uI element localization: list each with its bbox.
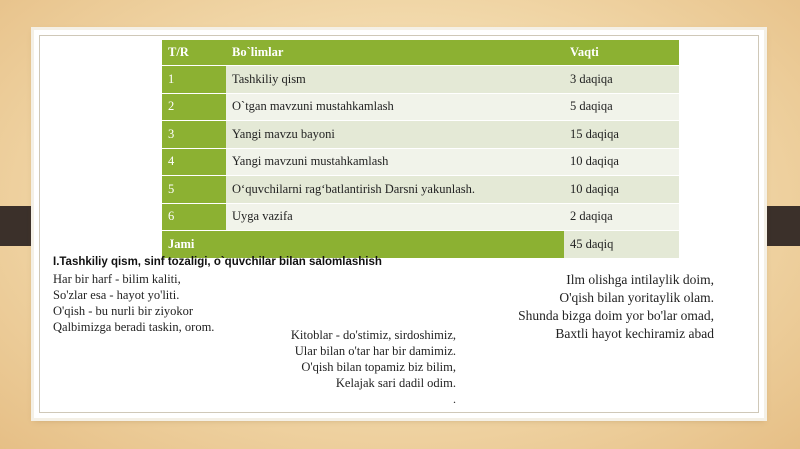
header-sections: Bo`limlar [226,40,564,66]
row-section: Yangi mavzu bayoni [226,121,564,149]
row-number: 3 [162,121,226,149]
poem-line: Ular bilan o'tar har bir damimiz. [294,344,456,358]
poem-line: Qalbimizga beradi taskin, orom. [53,320,215,334]
row-time: 10 daqiqa [564,176,679,204]
poem-line: Kitoblar - do'stimiz, sirdoshimiz, [290,328,456,342]
row-number: 1 [162,66,226,94]
poem-left [53,271,214,335]
table-row [162,121,679,149]
poem-line: O'qish bilan yoritaylik olam. [559,290,714,305]
row-number: 5 [162,176,226,204]
table-row [162,176,679,204]
row-time: 15 daqiqa [564,121,679,149]
table-total-row [162,231,679,259]
poem-line: Shunda bizga doim yor bo'lar omad, [518,308,714,323]
row-time: 10 daqiqa [564,148,679,176]
row-section: O`tgan mavzuni mustahkamlash [226,93,564,121]
row-time: 5 daqiqa [564,93,679,121]
row-section: Uyga vazifa [226,203,564,231]
table-header-row [162,40,679,66]
row-number: 6 [162,203,226,231]
poem-line: Ilm olishga intilaylik doim, [566,272,714,287]
row-section: O‘quvchilarni rag‘batlantirish Darsni yakunlash. [226,176,564,204]
poem-right [476,271,714,343]
lesson-plan-table [162,40,679,259]
poem-line: So'zlar esa - hayot yo'liti. [53,288,180,302]
table-row [162,203,679,231]
row-section: Yangi mavzuni mustahkamlash [226,148,564,176]
poem-middle [240,327,456,391]
table-row [162,148,679,176]
poem-line: Kelajak sari dadil odim. [335,376,456,390]
table-row [162,93,679,121]
left-side-bar [0,206,34,246]
poem-line: O'qish bilan topamiz biz bilim, [301,360,456,374]
row-time: 2 daqiqa [564,203,679,231]
row-section: Tashkiliy qism [226,66,564,94]
table-row [162,66,679,94]
row-time: 3 daqiqa [564,66,679,94]
trailing-mark: . [453,392,456,406]
header-time: Vaqti [564,40,679,66]
poem-line: Baxtli hayot kechiramiz abad [555,326,714,341]
row-number: 4 [162,148,226,176]
total-label: Jami [162,231,564,259]
row-number: 2 [162,93,226,121]
poem-line: O'qish - bu nurli bir ziyokor [53,304,194,318]
section-heading: I.Tashkiliy qism, sinf tozaligi, o`quvchilar bilan salomlashish [53,256,382,268]
poem-line: Har bir harf - bilim kaliti, [53,272,181,286]
total-value: 45 daqiq [564,231,679,259]
header-tr: T/R [162,40,226,66]
